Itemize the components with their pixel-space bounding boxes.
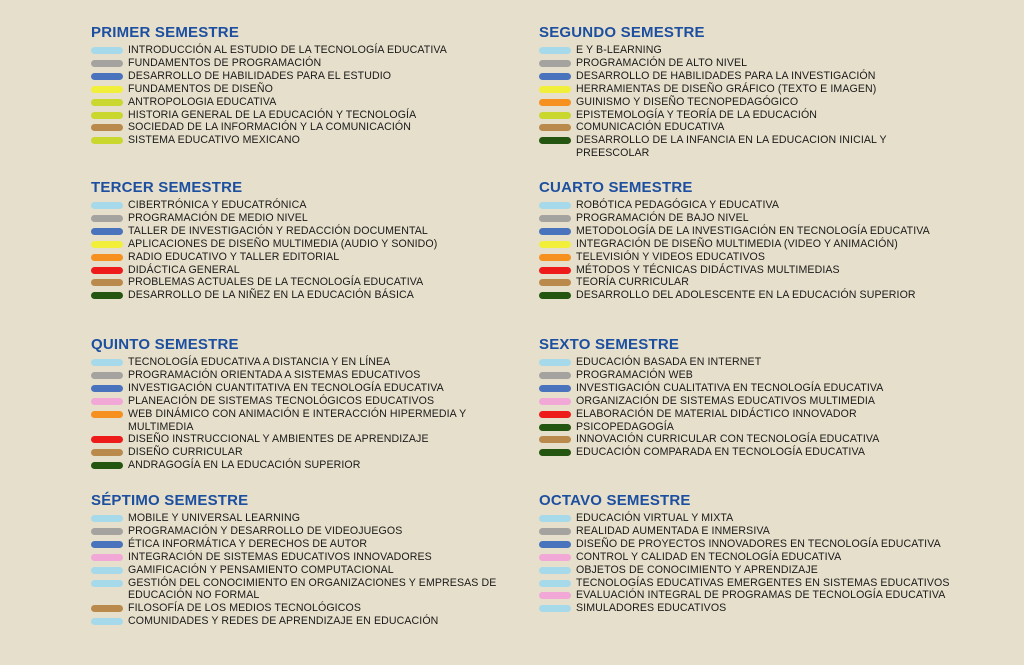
course-item — [539, 121, 991, 134]
course-list — [539, 512, 991, 615]
course-item — [91, 551, 539, 564]
course-label: DIDÁCTICA GENERAL — [128, 263, 240, 276]
course-label: EDUCACIÓN BASADA EN INTERNET — [576, 356, 762, 368]
course-label: INTRODUCCIÓN AL ESTUDIO DE LA TECNOLOGÍA EDUCATIVA — [128, 44, 447, 56]
course-item — [91, 238, 539, 251]
color-swatch — [91, 462, 123, 469]
color-swatch — [91, 279, 123, 286]
course-label: REALIDAD AUMENTADA E INMERSIVA — [576, 524, 770, 537]
course-label: DESARROLLO DEL ADOLESCENTE EN LA EDUCACIÓN SUPERIOR — [576, 289, 916, 302]
course-label: SOCIEDAD DE LA INFORMACIÓN Y LA COMUNICACIÓN — [128, 121, 412, 134]
course-label: DESARROLLO DE HABILIDADES PARA EL ESTUDIO — [128, 69, 392, 82]
color-swatch — [539, 372, 571, 379]
color-swatch — [539, 436, 571, 443]
course-label: HISTORIA GENERAL DE LA EDUCACIÓN Y TECNOLOGÍA — [128, 108, 417, 121]
course-item — [91, 525, 539, 538]
course-label: EDUCACIÓN COMPARADA EN TECNOLOGÍA EDUCATIVA — [576, 446, 866, 459]
course-list — [539, 44, 991, 160]
course-label: INNOVACIÓN CURRICULAR CON TECNOLOGÍA EDUCATIVA — [576, 433, 880, 446]
color-swatch — [91, 292, 123, 299]
course-item — [91, 408, 539, 434]
course-item — [91, 109, 539, 122]
course-item — [91, 615, 539, 628]
course-item — [91, 446, 539, 459]
course-label: TEORÍA CURRICULAR — [576, 276, 689, 289]
color-swatch — [539, 124, 571, 131]
color-swatch — [539, 385, 571, 392]
course-item — [539, 382, 991, 395]
course-item — [539, 289, 991, 302]
course-item — [539, 602, 991, 615]
course-label: ORGANIZACIÓN DE SISTEMAS EDUCATIVOS MULTIMEDIA — [576, 394, 876, 407]
color-swatch — [539, 398, 571, 405]
course-item — [539, 446, 991, 459]
color-swatch — [539, 228, 571, 235]
course-item — [91, 512, 539, 525]
course-item — [539, 356, 991, 369]
color-swatch — [539, 359, 571, 366]
course-item — [539, 83, 991, 96]
color-swatch — [91, 267, 123, 274]
course-list — [91, 356, 539, 472]
course-item — [539, 577, 991, 590]
course-item — [91, 70, 539, 83]
color-swatch — [91, 73, 123, 80]
course-item — [91, 577, 539, 603]
course-label: FUNDAMENTOS DE DISEÑO — [128, 82, 273, 95]
course-label: PROGRAMACIÓN ORIENTADA A SISTEMAS EDUCATIVOS — [128, 368, 421, 381]
color-swatch — [91, 541, 123, 548]
color-swatch — [539, 528, 571, 535]
color-swatch — [91, 385, 123, 392]
color-swatch — [539, 137, 571, 144]
color-swatch — [91, 228, 123, 235]
course-item — [91, 538, 539, 551]
color-swatch — [539, 592, 571, 599]
color-swatch — [539, 241, 571, 248]
course-label: SISTEMA EDUCATIVO MEXICANO — [128, 134, 300, 147]
course-item — [539, 369, 991, 382]
course-item — [539, 564, 991, 577]
course-label: CIBERTRÓNICA Y EDUCATRÓNICA — [128, 199, 307, 211]
course-item — [539, 512, 991, 525]
color-swatch — [91, 372, 123, 379]
course-item — [91, 395, 539, 408]
color-swatch — [91, 241, 123, 248]
semester-block-6 — [539, 336, 991, 492]
color-swatch — [539, 515, 571, 522]
course-item — [91, 289, 539, 302]
course-item — [539, 134, 991, 160]
course-item — [539, 421, 991, 434]
course-list — [91, 44, 539, 147]
course-label: INTEGRACIÓN DE DISEÑO MULTIMEDIA (VIDEO Y ANIMACIÓN) — [576, 237, 898, 250]
color-swatch — [539, 86, 571, 93]
course-label: INVESTIGACIÓN CUALITATIVA EN TECNOLOGÍA EDUCATIVA — [576, 381, 884, 394]
color-swatch — [539, 254, 571, 261]
color-swatch — [539, 567, 571, 574]
color-swatch — [91, 112, 123, 119]
course-label: DESARROLLO DE HABILIDADES PARA LA INVESTIGACIÓN — [576, 69, 876, 82]
course-label: ELABORACIÓN DE MATERIAL DIDÁCTICO INNOVADOR — [576, 407, 857, 420]
course-item — [539, 199, 991, 212]
course-label: TECNOLOGÍA EDUCATIVA A DISTANCIA Y EN LÍNEA — [128, 356, 391, 368]
course-label: E Y B-LEARNING — [576, 44, 662, 56]
course-item — [91, 356, 539, 369]
color-swatch — [539, 580, 571, 587]
course-item — [91, 44, 539, 57]
course-label: PROGRAMACIÓN DE BAJO NIVEL — [576, 211, 749, 224]
color-swatch — [91, 567, 123, 574]
course-item — [539, 408, 991, 421]
course-item — [539, 551, 991, 564]
course-item — [539, 264, 991, 277]
course-item — [539, 433, 991, 446]
course-label: RADIO EDUCATIVO Y TALLER EDITORIAL — [128, 250, 340, 263]
color-swatch — [91, 359, 123, 366]
semester-title: PRIMER SEMESTRE — [91, 24, 240, 41]
course-label: DESARROLLO DE LA INFANCIA EN LA EDUCACION INICIAL Y PREESCOLAR — [576, 134, 887, 160]
semester-title: SÉPTIMO SEMESTRE — [91, 492, 249, 509]
course-item — [91, 382, 539, 395]
course-item — [91, 96, 539, 109]
course-label: ANDRAGOGÍA EN LA EDUCACIÓN SUPERIOR — [128, 459, 361, 472]
course-label: EVALUACIÓN INTEGRAL DE PROGRAMAS DE TECNOLOGÍA EDUCATIVA — [576, 589, 946, 602]
course-label: MOBILE Y UNIVERSAL LEARNING — [128, 512, 301, 524]
course-label: MÉTODOS Y TÉCNICAS DIDÁCTIVAS MULTIMEDIAS — [576, 263, 840, 276]
course-item — [539, 57, 991, 70]
course-item — [91, 134, 539, 147]
course-label: SIMULADORES EDUCATIVOS — [576, 602, 727, 615]
course-label: DISEÑO CURRICULAR — [128, 446, 243, 459]
course-label: TELEVISIÓN Y VIDEOS EDUCATIVOS — [576, 250, 766, 263]
course-item — [91, 459, 539, 472]
color-swatch — [91, 99, 123, 106]
course-label: ANTROPOLOGIA EDUCATIVA — [128, 95, 277, 108]
semester-title: TERCER SEMESTRE — [91, 179, 243, 196]
course-label: PROGRAMACIÓN WEB — [576, 368, 693, 381]
color-swatch — [91, 515, 123, 522]
color-swatch — [539, 215, 571, 222]
semester-grid — [91, 24, 991, 642]
course-item — [539, 589, 991, 602]
color-swatch — [539, 99, 571, 106]
color-swatch — [539, 541, 571, 548]
color-swatch — [91, 86, 123, 93]
course-item — [539, 538, 991, 551]
color-swatch — [539, 112, 571, 119]
color-swatch — [539, 411, 571, 418]
color-swatch — [539, 424, 571, 431]
course-label: WEB DINÁMICO CON ANIMACIÓN E INTERACCIÓN HIPERMEDIA Y MULTIMEDIA — [128, 407, 467, 433]
course-label: EPISTEMOLOGÍA Y TEORÍA DE LA EDUCACIÓN — [576, 108, 818, 121]
color-swatch — [539, 267, 571, 274]
course-item — [539, 212, 991, 225]
course-item — [91, 433, 539, 446]
course-list — [539, 199, 991, 302]
color-swatch — [91, 60, 123, 67]
color-swatch — [539, 47, 571, 54]
color-swatch — [91, 528, 123, 535]
color-swatch — [91, 254, 123, 261]
semester-title: OCTAVO SEMESTRE — [539, 492, 691, 509]
color-swatch — [91, 202, 123, 209]
course-item — [91, 602, 539, 615]
course-item — [91, 264, 539, 277]
course-list — [539, 356, 991, 459]
color-swatch — [91, 618, 123, 625]
course-label: APLICACIONES DE DISEÑO MULTIMEDIA (AUDIO Y SONIDO) — [128, 237, 438, 250]
course-item — [539, 395, 991, 408]
course-label: FILOSOFÍA DE LOS MEDIOS TECNOLÓGICOS — [128, 602, 361, 615]
color-swatch — [539, 202, 571, 209]
course-item — [91, 121, 539, 134]
course-item — [91, 564, 539, 577]
course-label: GAMIFICACIÓN Y PENSAMIENTO COMPUTACIONAL — [128, 563, 394, 576]
course-label: DISEÑO DE PROYECTOS INNOVADORES EN TECNOLOGÍA EDUCATIVA — [576, 537, 941, 550]
course-item — [91, 83, 539, 96]
course-label: GESTIÓN DEL CONOCIMIENTO EN ORGANIZACIONES Y EMPRESAS DE EDUCACIÓN NO FORMAL — [128, 576, 497, 602]
course-label: DISEÑO INSTRUCCIONAL Y AMBIENTES DE APRENDIZAJE — [128, 433, 429, 446]
course-item — [91, 212, 539, 225]
course-label: EDUCACIÓN VIRTUAL Y MIXTA — [576, 512, 734, 524]
color-swatch — [539, 279, 571, 286]
semester-block-8 — [539, 492, 991, 642]
course-item — [91, 369, 539, 382]
color-swatch — [539, 605, 571, 612]
color-swatch — [539, 554, 571, 561]
course-label: PROGRAMACIÓN DE MEDIO NIVEL — [128, 211, 308, 224]
color-swatch — [91, 605, 123, 612]
course-item — [539, 225, 991, 238]
color-swatch — [91, 137, 123, 144]
color-swatch — [91, 47, 123, 54]
course-label: COMUNICACIÓN EDUCATIVA — [576, 121, 725, 134]
course-label: PROGRAMACIÓN Y DESARROLLO DE VIDEOJUEGOS — [128, 524, 403, 537]
course-label: GUINISMO Y DISEÑO TECNOPEDAGÓGICO — [576, 95, 799, 108]
course-item — [539, 109, 991, 122]
color-swatch — [539, 73, 571, 80]
semester-title: QUINTO SEMESTRE — [91, 336, 239, 353]
course-item — [91, 251, 539, 264]
color-swatch — [91, 554, 123, 561]
course-label: COMUNIDADES Y REDES DE APRENDIZAJE EN EDUCACIÓN — [128, 615, 439, 628]
course-label: PROGRAMACIÓN DE ALTO NIVEL — [576, 56, 748, 69]
color-swatch — [91, 436, 123, 443]
semester-title: SEGUNDO SEMESTRE — [539, 24, 705, 41]
course-label: FUNDAMENTOS DE PROGRAMACIÓN — [128, 56, 322, 69]
color-swatch — [91, 124, 123, 131]
semester-title: CUARTO SEMESTRE — [539, 179, 693, 196]
color-swatch — [91, 449, 123, 456]
course-item — [539, 238, 991, 251]
course-label: TALLER DE INVESTIGACIÓN Y REDACCIÓN DOCUMENTAL — [128, 224, 428, 237]
semester-block-4 — [539, 179, 991, 336]
course-label: INTEGRACIÓN DE SISTEMAS EDUCATIVOS INNOVADORES — [128, 550, 432, 563]
course-label: CONTROL Y CALIDAD EN TECNOLOGÍA EDUCATIVA — [576, 550, 842, 563]
course-label: DESARROLLO DE LA NIÑEZ EN LA EDUCACIÓN BÁSICA — [128, 289, 414, 302]
semester-block-7 — [91, 492, 539, 642]
course-item — [91, 276, 539, 289]
course-item — [539, 44, 991, 57]
course-item — [539, 96, 991, 109]
color-swatch — [539, 292, 571, 299]
course-item — [91, 57, 539, 70]
course-label: OBJETOS DE CONOCIMIENTO Y APRENDIZAJE — [576, 563, 818, 576]
course-item — [539, 70, 991, 83]
semester-block-5 — [91, 336, 539, 492]
course-item — [539, 525, 991, 538]
course-item — [539, 251, 991, 264]
course-item — [539, 276, 991, 289]
color-swatch — [91, 580, 123, 587]
course-label: PROBLEMAS ACTUALES DE LA TECNOLOGÍA EDUCATIVA — [128, 276, 424, 289]
course-label: TECNOLOGÍAS EDUCATIVAS EMERGENTES EN SISTEMAS EDUCATIVOS — [576, 576, 950, 589]
course-label: HERRAMIENTAS DE DISEÑO GRÁFICO (TEXTO E IMAGEN) — [576, 82, 877, 95]
color-swatch — [539, 449, 571, 456]
color-swatch — [91, 411, 123, 418]
course-item — [91, 199, 539, 212]
course-label: METODOLOGÍA DE LA INVESTIGACIÓN EN TECNOLOGÍA EDUCATIVA — [576, 224, 930, 237]
course-label: INVESTIGACIÓN CUANTITATIVA EN TECNOLOGÍA EDUCATIVA — [128, 381, 444, 394]
course-label: ÉTICA INFORMÁTICA Y DERECHOS DE AUTOR — [128, 537, 368, 550]
semester-block-3 — [91, 179, 539, 336]
course-item — [91, 225, 539, 238]
course-list — [91, 512, 539, 628]
color-swatch — [91, 398, 123, 405]
course-label: PLANEACIÓN DE SISTEMAS TECNOLÓGICOS EDUCATIVOS — [128, 394, 435, 407]
semester-title: SEXTO SEMESTRE — [539, 336, 680, 353]
semester-block-2 — [539, 24, 991, 179]
color-swatch — [539, 60, 571, 67]
course-label: ROBÓTICA PEDAGÓGICA Y EDUCATIVA — [576, 199, 780, 211]
course-list — [91, 199, 539, 302]
course-label: PSICOPEDAGOGÍA — [576, 420, 674, 433]
color-swatch — [91, 215, 123, 222]
semester-block-1 — [91, 24, 539, 179]
